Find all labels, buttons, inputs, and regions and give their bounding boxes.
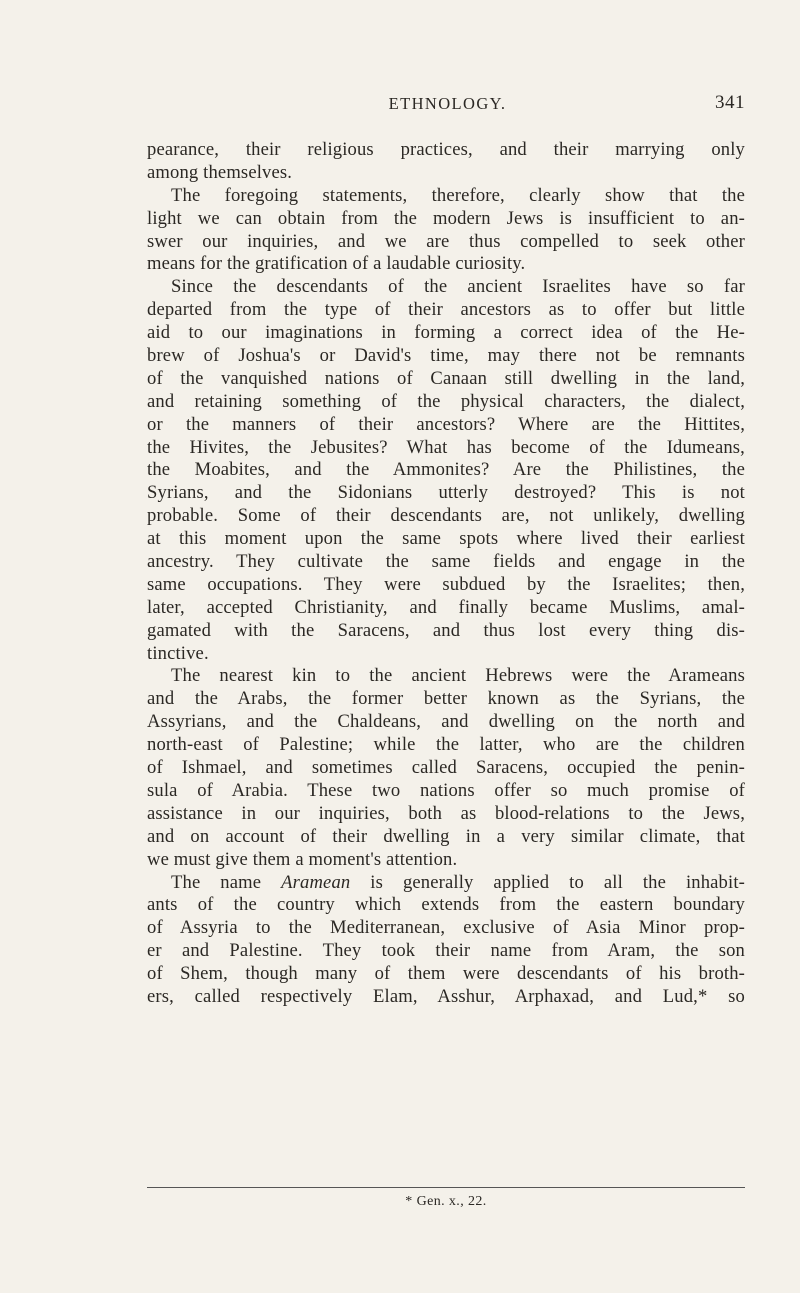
text-line: probable. Some of their descendants are, not unlikely, dwelling [147, 505, 745, 527]
text-line: the Moabites, and the Ammonites? Are the Philistines, the [147, 459, 745, 481]
text-line: tinctive. [147, 642, 209, 664]
text-line: at this moment upon the same spots where lived their earliest [147, 528, 745, 550]
text-line: brew of Joshua's or David's time, may there not be remnants [147, 345, 745, 367]
aramean-prefix: The name [171, 871, 262, 893]
text-line: er and Palestine. They took their name from Aram, the son [147, 940, 745, 962]
text-line: light we can obtain from the modern Jews is insufficient to an- [147, 207, 745, 229]
text-line: same occupations. They were subdued by the Israelites; then, [147, 573, 745, 595]
body-text [147, 139, 745, 1009]
text-line: of the vanquished nations of Canaan still dwelling in the land, [147, 367, 745, 389]
text-line: ancestry. They cultivate the same fields and engage in the [147, 551, 745, 573]
text-line: aid to our imaginations in forming a correct idea of the He- [147, 322, 745, 344]
aramean-rest: is generally applied to all the inhabit- [370, 871, 745, 893]
text-line: Assyrians, and the Chaldeans, and dwelling on the north and [147, 711, 745, 733]
text-line: ers, called respectively Elam, Asshur, Arphaxad, and Lud,* so [147, 985, 745, 1007]
text-line: means for the gratification of a laudable curiosity. [147, 253, 526, 275]
text-line: Syrians, and the Sidonians utterly destroyed? This is not [147, 482, 745, 504]
text-line: of Shem, though many of them were descendants of his broth- [147, 963, 745, 985]
text-line: sula of Arabia. These two nations offer so much promise of [147, 779, 745, 801]
running-head [150, 92, 745, 118]
text-line: the Hivites, the Jebusites? What has become of the Idumeans, [147, 436, 745, 458]
text-line: of Assyria to the Mediterranean, exclusive of Asia Minor prop- [147, 917, 745, 939]
text-line: of Ishmael, and sometimes called Saracens, occupied the penin- [147, 757, 745, 779]
text-line: or the manners of their ancestors? Where are the Hittites, [147, 413, 745, 435]
text-line-aramean [147, 872, 745, 895]
text-line: among themselves. [147, 161, 293, 183]
text-line: and retaining something of the physical characters, the dialect, [147, 390, 745, 412]
text-line: and on account of their dwelling in a very similar climate, that [147, 825, 745, 847]
text-line: later, accepted Christianity, and finally became Muslims, amal- [147, 596, 745, 618]
text-line: The foregoing statements, therefore, clearly show that the [171, 184, 745, 206]
page-number: 341 [715, 92, 745, 113]
text-line: gamated with the Saracens, and thus lost every thing dis- [147, 619, 745, 641]
text-line: departed from the type of their ancestors as to offer but little [147, 299, 745, 321]
text-line: swer our inquiries, and we are thus compelled to seek other [147, 230, 745, 252]
text-line: we must give them a moment's attention. [147, 848, 458, 870]
footnote-rule [147, 1187, 745, 1188]
text-line: Since the descendants of the ancient Israelites have so far [171, 276, 745, 298]
text-line: north-east of Palestine; while the latter, who are the children [147, 734, 745, 756]
text-line: ants of the country which extends from the eastern boundary [147, 894, 745, 916]
aramean-term: Aramean [281, 871, 351, 893]
running-title: ETHNOLOGY. [388, 94, 507, 113]
text-line: assistance in our inquiries, both as blood-relations to the Jews, [147, 802, 745, 824]
footnote: * Gen. x., 22. [405, 1194, 487, 1209]
text-line: The nearest kin to the ancient Hebrews were the Arameans [171, 665, 745, 687]
text-line: pearance, their religious practices, and their marrying only [147, 139, 745, 160]
text-line: and the Arabs, the former better known as the Syrians, the [147, 688, 745, 710]
